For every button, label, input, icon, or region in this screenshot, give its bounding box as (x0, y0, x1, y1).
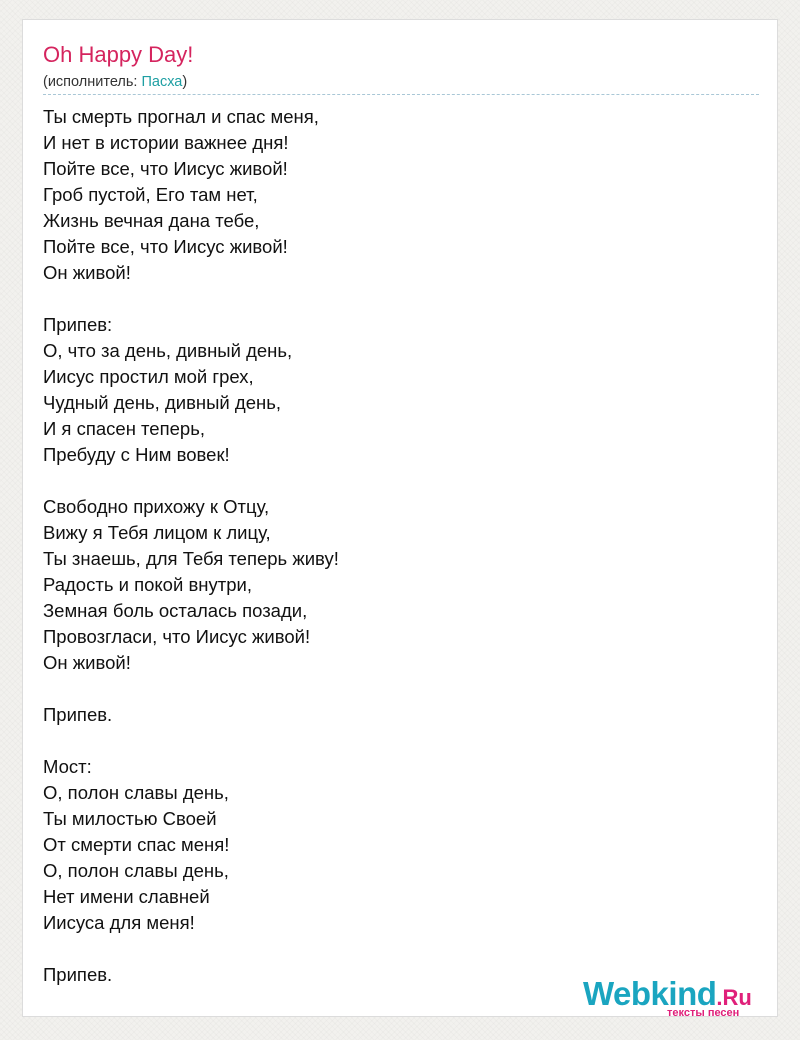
lyric-line: Провозгласи, что Иисус живой! (43, 626, 311, 647)
stanza-break (43, 728, 743, 754)
artist-link[interactable]: Пасха (141, 74, 183, 90)
logo-domain: .Ru (716, 985, 752, 1010)
lyric-line: Пребуду с Ним вовек! (43, 444, 230, 465)
lyric-line: Припев. (43, 964, 113, 985)
lyric-line: Свободно прихожу к Отцу, (43, 496, 270, 517)
lyric-line: Ты милостью Своей (43, 808, 217, 829)
stanza-break (43, 468, 743, 494)
lyric-line: О, полон славы день, (43, 782, 229, 803)
lyric-line: Земная боль осталась позади, (43, 600, 308, 621)
lyric-line: Он живой! (43, 652, 131, 673)
webkind-logo[interactable] (583, 976, 779, 1022)
song-title: Oh Happy Day! (43, 42, 194, 67)
divider (43, 94, 759, 95)
lyric-line: О, полон славы день, (43, 860, 229, 881)
artist-line (43, 73, 187, 91)
lyrics-card (22, 19, 778, 1017)
stanza-break (43, 936, 743, 962)
lyric-line: Радость и покой внутри, (43, 574, 252, 595)
lyric-line: Ты знаешь, для Тебя теперь живу! (43, 548, 339, 569)
lyric-line: Жизнь вечная дана тебе, (43, 210, 260, 231)
lyric-line: Иисуса для меня! (43, 912, 195, 933)
lyric-line: Нет имени славней (43, 886, 210, 907)
lyric-line: О, что за день, дивный день, (43, 340, 293, 361)
artist-suffix: ) (182, 74, 188, 90)
lyric-line: Гроб пустой, Его там нет, (43, 184, 258, 205)
lyric-line: Мост: (43, 756, 92, 777)
lyric-line: Чудный день, дивный день, (43, 392, 281, 413)
lyric-line: Он живой! (43, 262, 131, 283)
artist-prefix: (исполнитель: (43, 74, 142, 90)
stanza-break (43, 286, 743, 312)
lyric-line: Ты смерть прогнал и спас меня, (43, 106, 319, 127)
lyrics-body (43, 104, 743, 988)
logo-subtitle: тексты песен (667, 1007, 740, 1019)
lyric-line: Пойте все, что Иисус живой! (43, 158, 288, 179)
logo-brand: Webkind (583, 975, 717, 1012)
lyric-line: И нет в истории важнее дня! (43, 132, 289, 153)
stanza-break (43, 676, 743, 702)
lyric-line: Припев. (43, 704, 113, 725)
lyric-line: Припев: (43, 314, 113, 335)
lyric-line: От смерти спас меня! (43, 834, 230, 855)
lyric-line: Пойте все, что Иисус живой! (43, 236, 288, 257)
lyric-line: Вижу я Тебя лицом к лицу, (43, 522, 271, 543)
lyric-line: И я спасен теперь, (43, 418, 205, 439)
lyric-line: Иисус простил мой грех, (43, 366, 254, 387)
